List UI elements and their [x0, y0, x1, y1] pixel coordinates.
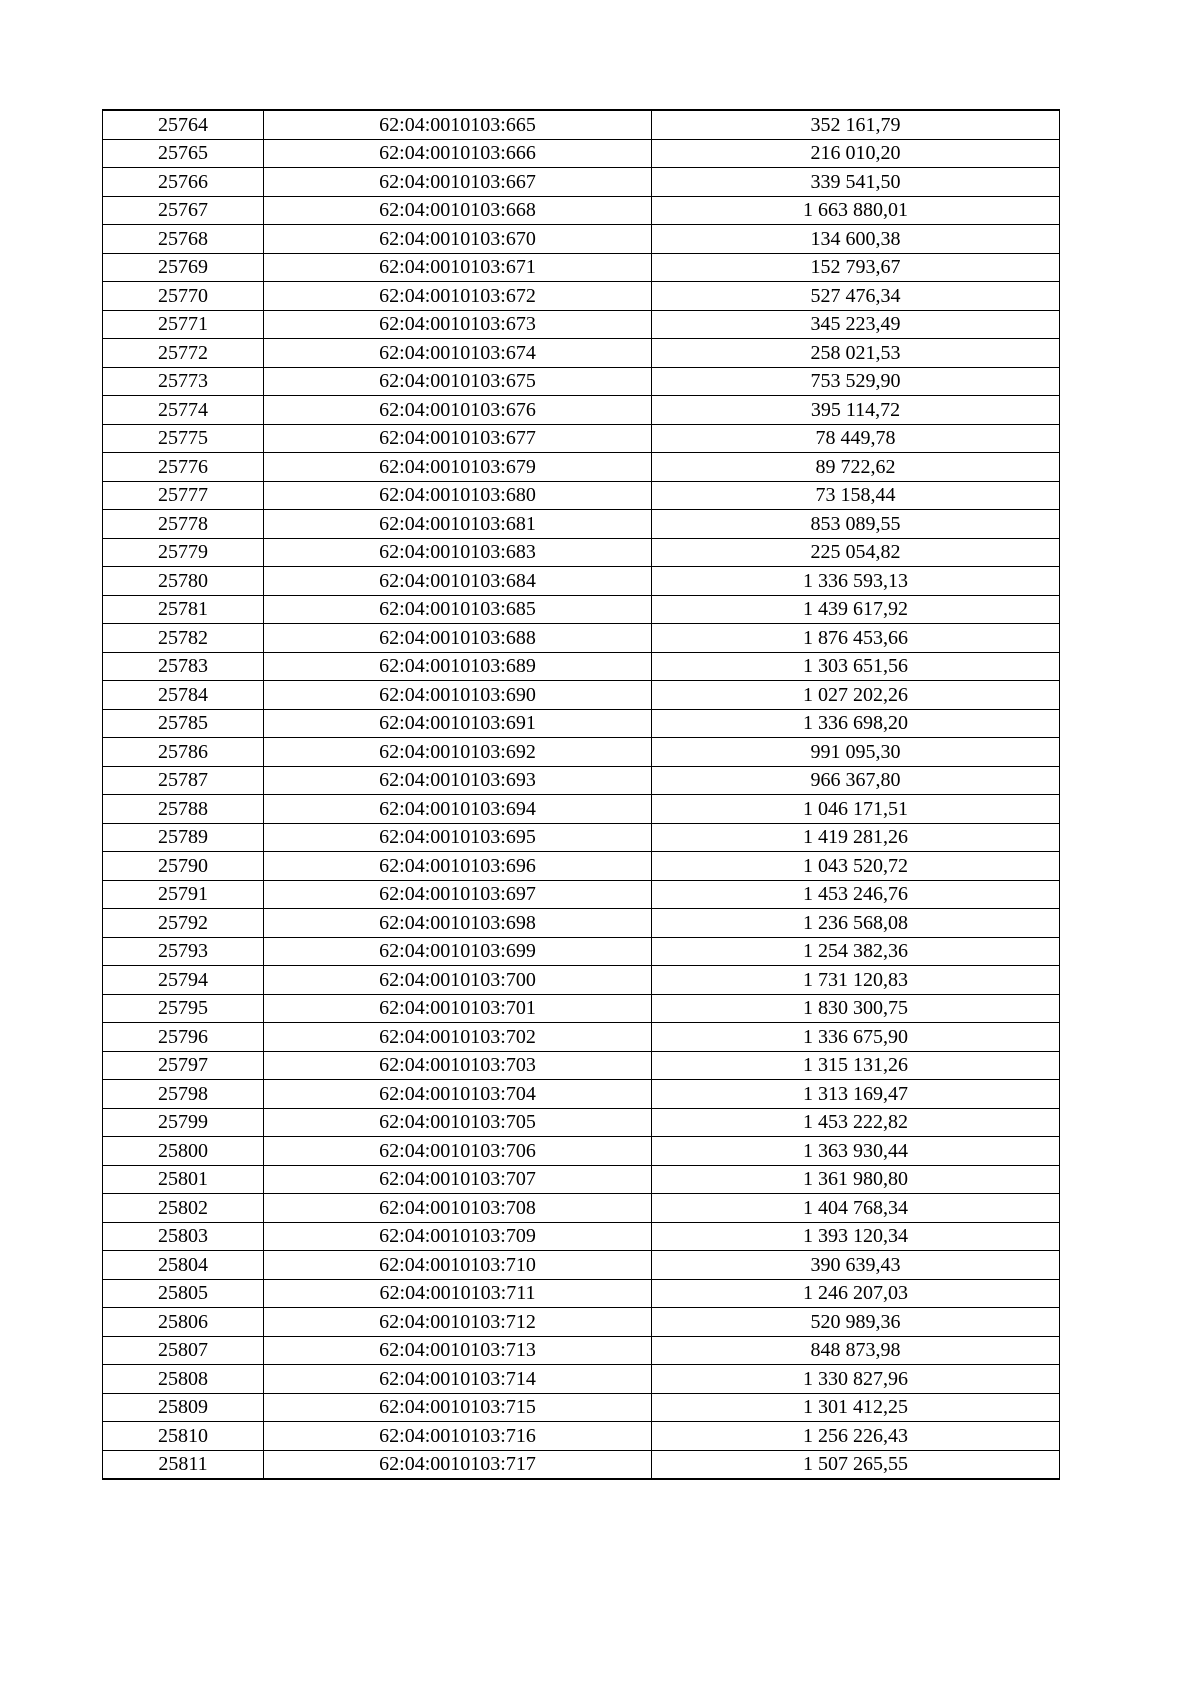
table-row — [103, 937, 1060, 966]
cadastral-number-cell: 62:04:0010103:675 — [264, 367, 652, 396]
cadastral-number-cell: 62:04:0010103:703 — [264, 1051, 652, 1080]
cadastral-number-cell: 62:04:0010103:701 — [264, 994, 652, 1023]
row-number-cell: 25799 — [103, 1108, 264, 1137]
row-number-cell: 25780 — [103, 567, 264, 596]
cadastral-number-cell: 62:04:0010103:716 — [264, 1422, 652, 1451]
cadastral-value-cell: 1 453 246,76 — [652, 880, 1060, 909]
row-number-cell: 25782 — [103, 624, 264, 653]
cadastral-number-cell: 62:04:0010103:694 — [264, 795, 652, 824]
cadastral-value-cell: 352 161,79 — [652, 110, 1060, 139]
cadastral-number-cell: 62:04:0010103:692 — [264, 738, 652, 767]
row-number-cell: 25804 — [103, 1251, 264, 1280]
cadastral-value-cell: 89 722,62 — [652, 453, 1060, 482]
cadastral-value-cell: 1 303 651,56 — [652, 652, 1060, 681]
table-row — [103, 709, 1060, 738]
row-number-cell: 25795 — [103, 994, 264, 1023]
row-number-cell: 25802 — [103, 1194, 264, 1223]
cadastral-number-cell: 62:04:0010103:708 — [264, 1194, 652, 1223]
cadastral-number-cell: 62:04:0010103:677 — [264, 424, 652, 453]
row-number-cell: 25768 — [103, 225, 264, 254]
table-row — [103, 1393, 1060, 1422]
cadastral-value-cell: 78 449,78 — [652, 424, 1060, 453]
table-row — [103, 139, 1060, 168]
cadastral-number-cell: 62:04:0010103:711 — [264, 1279, 652, 1308]
table-row — [103, 823, 1060, 852]
table-row — [103, 453, 1060, 482]
row-number-cell: 25771 — [103, 310, 264, 339]
cadastral-value-cell: 1 043 520,72 — [652, 852, 1060, 881]
cadastral-value-cell: 1 256 226,43 — [652, 1422, 1060, 1451]
cadastral-number-cell: 62:04:0010103:717 — [264, 1450, 652, 1479]
table-row — [103, 1165, 1060, 1194]
cadastral-value-cell: 339 541,50 — [652, 168, 1060, 197]
table-row — [103, 567, 1060, 596]
cadastral-value-cell: 966 367,80 — [652, 766, 1060, 795]
cadastral-value-cell: 1 236 568,08 — [652, 909, 1060, 938]
table-row — [103, 424, 1060, 453]
cadastral-number-cell: 62:04:0010103:713 — [264, 1336, 652, 1365]
row-number-cell: 25806 — [103, 1308, 264, 1337]
cadastral-value-table — [102, 109, 1060, 1480]
cadastral-number-cell: 62:04:0010103:704 — [264, 1080, 652, 1109]
cadastral-number-cell: 62:04:0010103:697 — [264, 880, 652, 909]
cadastral-value-cell: 390 639,43 — [652, 1251, 1060, 1280]
cadastral-value-cell: 1 361 980,80 — [652, 1165, 1060, 1194]
row-number-cell: 25766 — [103, 168, 264, 197]
cadastral-value-cell: 1 419 281,26 — [652, 823, 1060, 852]
cadastral-value-cell: 1 336 593,13 — [652, 567, 1060, 596]
cadastral-number-cell: 62:04:0010103:673 — [264, 310, 652, 339]
row-number-cell: 25767 — [103, 196, 264, 225]
table-row — [103, 652, 1060, 681]
table-row — [103, 766, 1060, 795]
cadastral-number-cell: 62:04:0010103:665 — [264, 110, 652, 139]
cadastral-number-cell: 62:04:0010103:681 — [264, 510, 652, 539]
cadastral-number-cell: 62:04:0010103:690 — [264, 681, 652, 710]
table-row — [103, 225, 1060, 254]
cadastral-number-cell: 62:04:0010103:698 — [264, 909, 652, 938]
row-number-cell: 25791 — [103, 880, 264, 909]
row-number-cell: 25776 — [103, 453, 264, 482]
table-row — [103, 110, 1060, 139]
row-number-cell: 25800 — [103, 1137, 264, 1166]
cadastral-value-cell: 527 476,34 — [652, 282, 1060, 311]
table-row — [103, 367, 1060, 396]
row-number-cell: 25794 — [103, 966, 264, 995]
row-number-cell: 25809 — [103, 1393, 264, 1422]
cadastral-number-cell: 62:04:0010103:671 — [264, 253, 652, 282]
cadastral-number-cell: 62:04:0010103:684 — [264, 567, 652, 596]
row-number-cell: 25792 — [103, 909, 264, 938]
row-number-cell: 25774 — [103, 396, 264, 425]
row-number-cell: 25772 — [103, 339, 264, 368]
table-row — [103, 1023, 1060, 1052]
row-number-cell: 25783 — [103, 652, 264, 681]
cadastral-number-cell: 62:04:0010103:683 — [264, 538, 652, 567]
table-row — [103, 1450, 1060, 1479]
table-row — [103, 1422, 1060, 1451]
row-number-cell: 25773 — [103, 367, 264, 396]
row-number-cell: 25765 — [103, 139, 264, 168]
cadastral-number-cell: 62:04:0010103:696 — [264, 852, 652, 881]
cadastral-number-cell: 62:04:0010103:707 — [264, 1165, 652, 1194]
row-number-cell: 25785 — [103, 709, 264, 738]
cadastral-value-cell: 1 254 382,36 — [652, 937, 1060, 966]
cadastral-value-cell: 991 095,30 — [652, 738, 1060, 767]
cadastral-value-cell: 853 089,55 — [652, 510, 1060, 539]
cadastral-value-cell: 225 054,82 — [652, 538, 1060, 567]
cadastral-number-cell: 62:04:0010103:679 — [264, 453, 652, 482]
row-number-cell: 25788 — [103, 795, 264, 824]
table-row — [103, 624, 1060, 653]
row-number-cell: 25789 — [103, 823, 264, 852]
table-row — [103, 1365, 1060, 1394]
table-body — [103, 110, 1060, 1479]
cadastral-number-cell: 62:04:0010103:695 — [264, 823, 652, 852]
cadastral-number-cell: 62:04:0010103:668 — [264, 196, 652, 225]
cadastral-value-cell: 395 114,72 — [652, 396, 1060, 425]
table-row — [103, 253, 1060, 282]
row-number-cell: 25770 — [103, 282, 264, 311]
table-row — [103, 481, 1060, 510]
cadastral-value-cell: 1 315 131,26 — [652, 1051, 1060, 1080]
row-number-cell: 25801 — [103, 1165, 264, 1194]
table-row — [103, 168, 1060, 197]
table-row — [103, 1308, 1060, 1337]
cadastral-value-cell: 1 046 171,51 — [652, 795, 1060, 824]
row-number-cell: 25793 — [103, 937, 264, 966]
cadastral-value-cell: 73 158,44 — [652, 481, 1060, 510]
cadastral-value-cell: 1 404 768,34 — [652, 1194, 1060, 1223]
table-row — [103, 1051, 1060, 1080]
cadastral-value-cell: 1 246 207,03 — [652, 1279, 1060, 1308]
cadastral-number-cell: 62:04:0010103:712 — [264, 1308, 652, 1337]
cadastral-number-cell: 62:04:0010103:680 — [264, 481, 652, 510]
row-number-cell: 25810 — [103, 1422, 264, 1451]
cadastral-value-cell: 1 336 698,20 — [652, 709, 1060, 738]
cadastral-value-cell: 1 330 827,96 — [652, 1365, 1060, 1394]
cadastral-number-cell: 62:04:0010103:706 — [264, 1137, 652, 1166]
cadastral-value-cell: 1 027 202,26 — [652, 681, 1060, 710]
cadastral-value-cell: 1 301 412,25 — [652, 1393, 1060, 1422]
table-row — [103, 738, 1060, 767]
cadastral-value-cell: 152 793,67 — [652, 253, 1060, 282]
table-row — [103, 880, 1060, 909]
table-row — [103, 1222, 1060, 1251]
table-row — [103, 994, 1060, 1023]
cadastral-number-cell: 62:04:0010103:688 — [264, 624, 652, 653]
cadastral-value-cell: 753 529,90 — [652, 367, 1060, 396]
table-row — [103, 1080, 1060, 1109]
cadastral-number-cell: 62:04:0010103:691 — [264, 709, 652, 738]
row-number-cell: 25775 — [103, 424, 264, 453]
row-number-cell: 25808 — [103, 1365, 264, 1394]
row-number-cell: 25803 — [103, 1222, 264, 1251]
row-number-cell: 25805 — [103, 1279, 264, 1308]
cadastral-value-cell: 216 010,20 — [652, 139, 1060, 168]
table-row — [103, 795, 1060, 824]
cadastral-number-cell: 62:04:0010103:709 — [264, 1222, 652, 1251]
cadastral-value-cell: 1 507 265,55 — [652, 1450, 1060, 1479]
row-number-cell: 25784 — [103, 681, 264, 710]
row-number-cell: 25798 — [103, 1080, 264, 1109]
table-row — [103, 510, 1060, 539]
cadastral-value-cell: 1 439 617,92 — [652, 595, 1060, 624]
table-row — [103, 909, 1060, 938]
row-number-cell: 25807 — [103, 1336, 264, 1365]
table-row — [103, 681, 1060, 710]
row-number-cell: 25781 — [103, 595, 264, 624]
cadastral-number-cell: 62:04:0010103:702 — [264, 1023, 652, 1052]
row-number-cell: 25779 — [103, 538, 264, 567]
cadastral-number-cell: 62:04:0010103:666 — [264, 139, 652, 168]
cadastral-value-cell: 1 876 453,66 — [652, 624, 1060, 653]
cadastral-number-cell: 62:04:0010103:667 — [264, 168, 652, 197]
cadastral-number-cell: 62:04:0010103:699 — [264, 937, 652, 966]
table-row — [103, 396, 1060, 425]
row-number-cell: 25787 — [103, 766, 264, 795]
table-row — [103, 538, 1060, 567]
table-row — [103, 282, 1060, 311]
table-row — [103, 310, 1060, 339]
row-number-cell: 25811 — [103, 1450, 264, 1479]
cadastral-number-cell: 62:04:0010103:714 — [264, 1365, 652, 1394]
cadastral-number-cell: 62:04:0010103:710 — [264, 1251, 652, 1280]
cadastral-value-cell: 520 989,36 — [652, 1308, 1060, 1337]
cadastral-number-cell: 62:04:0010103:674 — [264, 339, 652, 368]
table-row — [103, 196, 1060, 225]
cadastral-value-cell: 1 830 300,75 — [652, 994, 1060, 1023]
table-row — [103, 1251, 1060, 1280]
table-row — [103, 1194, 1060, 1223]
table-row — [103, 1279, 1060, 1308]
table-row — [103, 1336, 1060, 1365]
cadastral-number-cell: 62:04:0010103:685 — [264, 595, 652, 624]
table-row — [103, 339, 1060, 368]
cadastral-value-cell: 1 336 675,90 — [652, 1023, 1060, 1052]
table-row — [103, 1108, 1060, 1137]
row-number-cell: 25797 — [103, 1051, 264, 1080]
row-number-cell: 25764 — [103, 110, 264, 139]
row-number-cell: 25778 — [103, 510, 264, 539]
table-row — [103, 1137, 1060, 1166]
cadastral-value-cell: 848 873,98 — [652, 1336, 1060, 1365]
table-row — [103, 595, 1060, 624]
table-row — [103, 966, 1060, 995]
cadastral-number-cell: 62:04:0010103:672 — [264, 282, 652, 311]
cadastral-number-cell: 62:04:0010103:670 — [264, 225, 652, 254]
row-number-cell: 25790 — [103, 852, 264, 881]
row-number-cell: 25786 — [103, 738, 264, 767]
cadastral-value-cell: 258 021,53 — [652, 339, 1060, 368]
cadastral-value-cell: 1 731 120,83 — [652, 966, 1060, 995]
cadastral-number-cell: 62:04:0010103:676 — [264, 396, 652, 425]
cadastral-value-cell: 1 663 880,01 — [652, 196, 1060, 225]
cadastral-number-cell: 62:04:0010103:715 — [264, 1393, 652, 1422]
row-number-cell: 25796 — [103, 1023, 264, 1052]
cadastral-number-cell: 62:04:0010103:693 — [264, 766, 652, 795]
cadastral-value-cell: 1 363 930,44 — [652, 1137, 1060, 1166]
cadastral-value-cell: 1 393 120,34 — [652, 1222, 1060, 1251]
row-number-cell: 25769 — [103, 253, 264, 282]
cadastral-value-cell: 1 453 222,82 — [652, 1108, 1060, 1137]
cadastral-value-cell: 1 313 169,47 — [652, 1080, 1060, 1109]
cadastral-value-cell: 134 600,38 — [652, 225, 1060, 254]
cadastral-number-cell: 62:04:0010103:689 — [264, 652, 652, 681]
cadastral-value-cell: 345 223,49 — [652, 310, 1060, 339]
table-row — [103, 852, 1060, 881]
row-number-cell: 25777 — [103, 481, 264, 510]
cadastral-number-cell: 62:04:0010103:700 — [264, 966, 652, 995]
cadastral-number-cell: 62:04:0010103:705 — [264, 1108, 652, 1137]
